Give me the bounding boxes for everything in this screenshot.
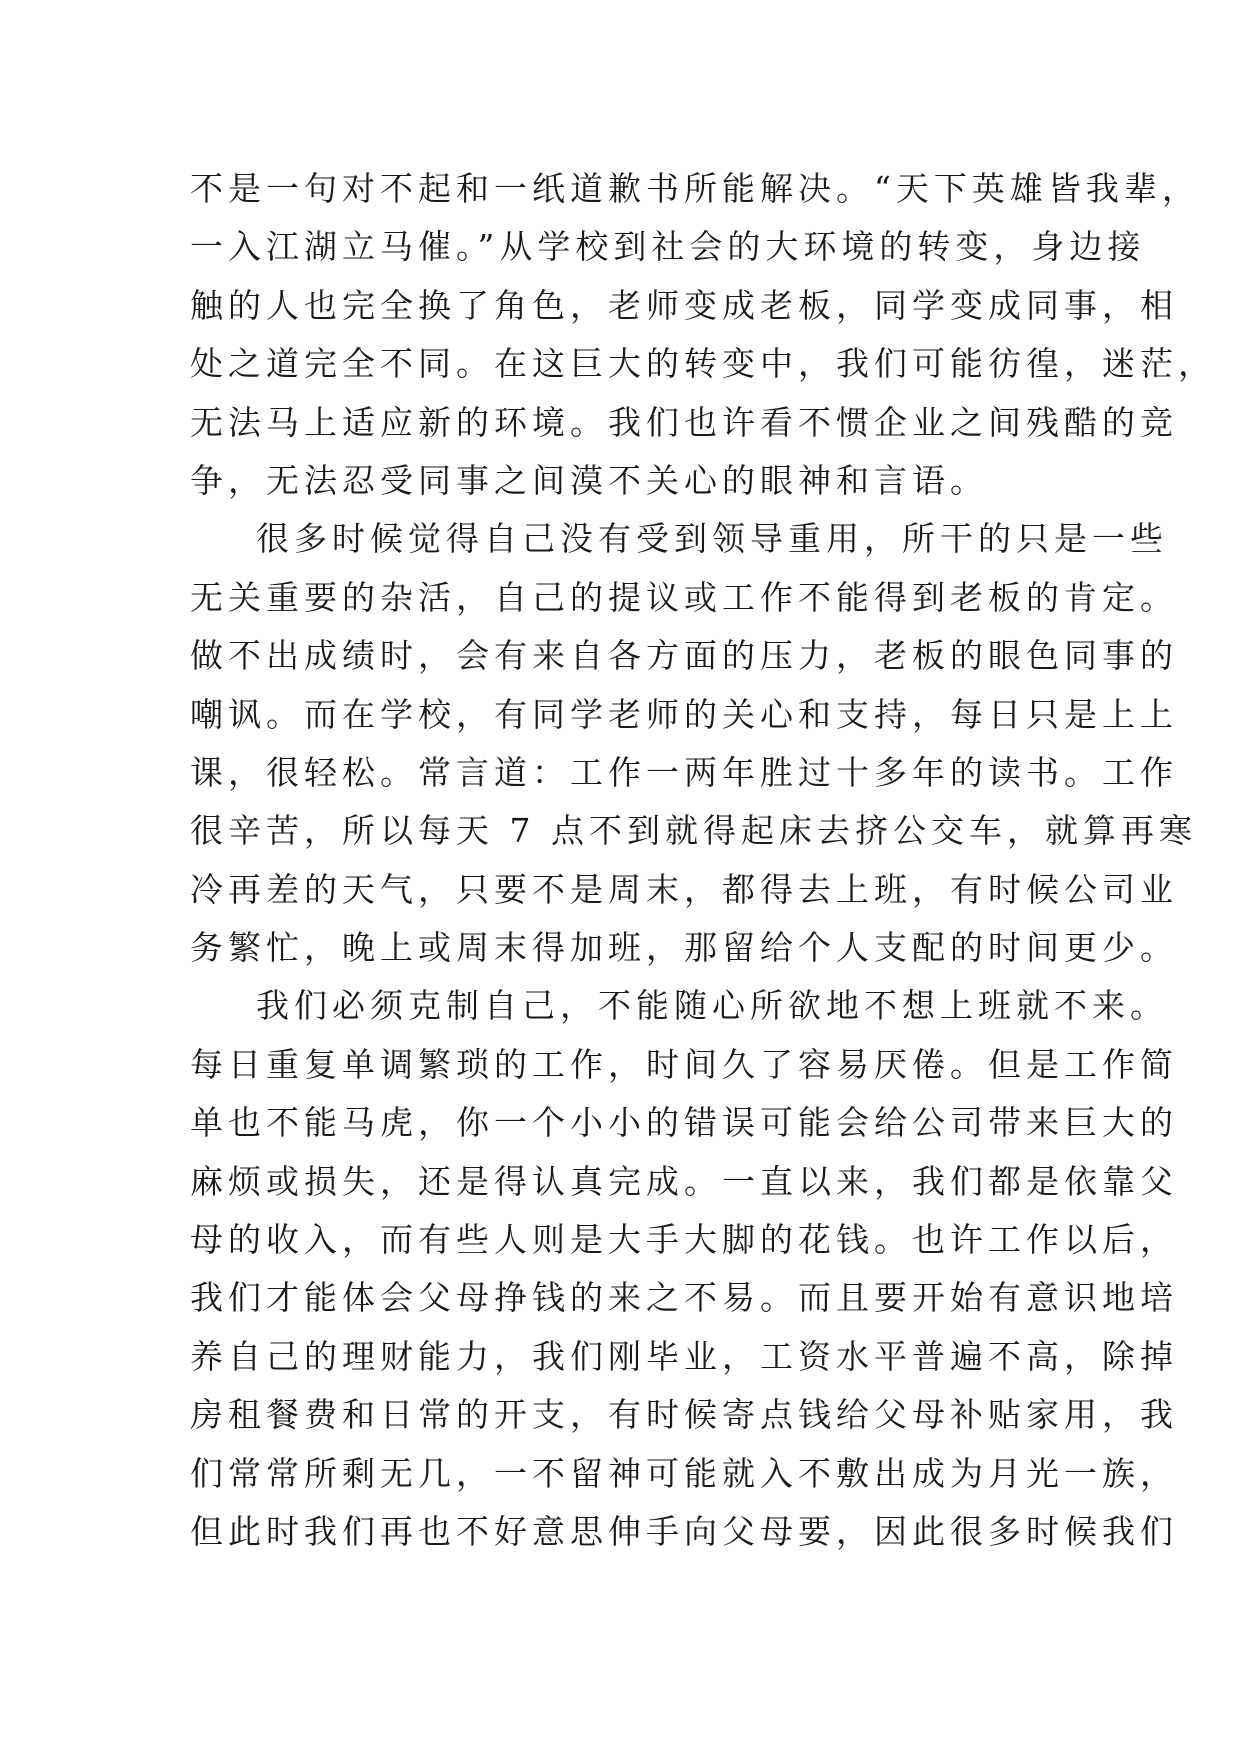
body-text <box>190 160 1216 1561</box>
text-line: 一入江湖立马催。”从学校到社会的大环境的转变，身边接 <box>190 227 1146 267</box>
text-line: 单也不能马虎，你一个小小的错误可能会给公司带来巨大的 <box>190 1103 1178 1143</box>
text-line: 很辛苦，所以每天 7 点不到就得起床去挤公交车，就算再寒 <box>190 811 1197 851</box>
text-line: 们常常所剩无几，一不留神可能就入不敷出成为月光一族， <box>190 1453 1178 1493</box>
text-line: 冷再差的天气，只要不是周末，都得去上班，有时候公司业 <box>190 869 1178 909</box>
text-line: 嘲讽。而在学校，有同学老师的关心和支持，每日只是上上 <box>190 694 1178 734</box>
text-line: 务繁忙，晚上或周末得加班，那留给个人支配的时间更少。 <box>190 928 1178 968</box>
text-line: 不是一句对不起和一纸道歉书所能解决。“天下英雄皆我辈， <box>190 169 1200 208</box>
text-line: 处之道完全不同。在这巨大的转变中，我们可能彷徨，迷茫， <box>190 344 1216 384</box>
text-line: 我们才能体会父母挣钱的来之不易。而且要开始有意识地培 <box>190 1278 1178 1318</box>
text-line: 课，很轻松。常言道：工作一两年胜过十多年的读书。工作 <box>190 752 1178 792</box>
text-line: 争，无法忍受同事之间漠不关心的眼神和言语。 <box>190 460 988 500</box>
text-line: 养自己的理财能力，我们刚毕业，工资水平普遍不高，除掉 <box>190 1336 1178 1376</box>
text-line: 做不出成绩时，会有来自各方面的压力，老板的眼色同事的 <box>190 636 1178 676</box>
paragraph-start-line: 很多时候觉得自己没有受到领导重用，所干的只是一些 <box>256 519 1168 559</box>
text-line: 麻烦或损失，还是得认真完成。一直以来，我们都是依靠父 <box>190 1161 1178 1201</box>
text-line: 触的人也完全换了角色，老师变成老板，同学变成同事，相 <box>190 285 1178 325</box>
text-line: 无关重要的杂活，自己的提议或工作不能得到老板的肯定。 <box>190 577 1178 617</box>
paragraph-start-line: 我们必须克制自己，不能随心所欲地不想上班就不来。 <box>256 986 1168 1026</box>
text-line: 房租餐费和日常的开支，有时候寄点钱给父母补贴家用，我 <box>190 1395 1178 1435</box>
text-line: 每日重复单调繁琐的工作，时间久了容易厌倦。但是工作简 <box>190 1044 1178 1084</box>
text-line: 但此时我们再也不好意思伸手向父母要，因此很多时候我们 <box>190 1511 1178 1551</box>
text-line: 母的收入，而有些人则是大手大脚的花钱。也许工作以后， <box>190 1220 1178 1260</box>
text-line: 无法马上适应新的环境。我们也许看不惯企业之间残酷的竞 <box>190 402 1178 442</box>
